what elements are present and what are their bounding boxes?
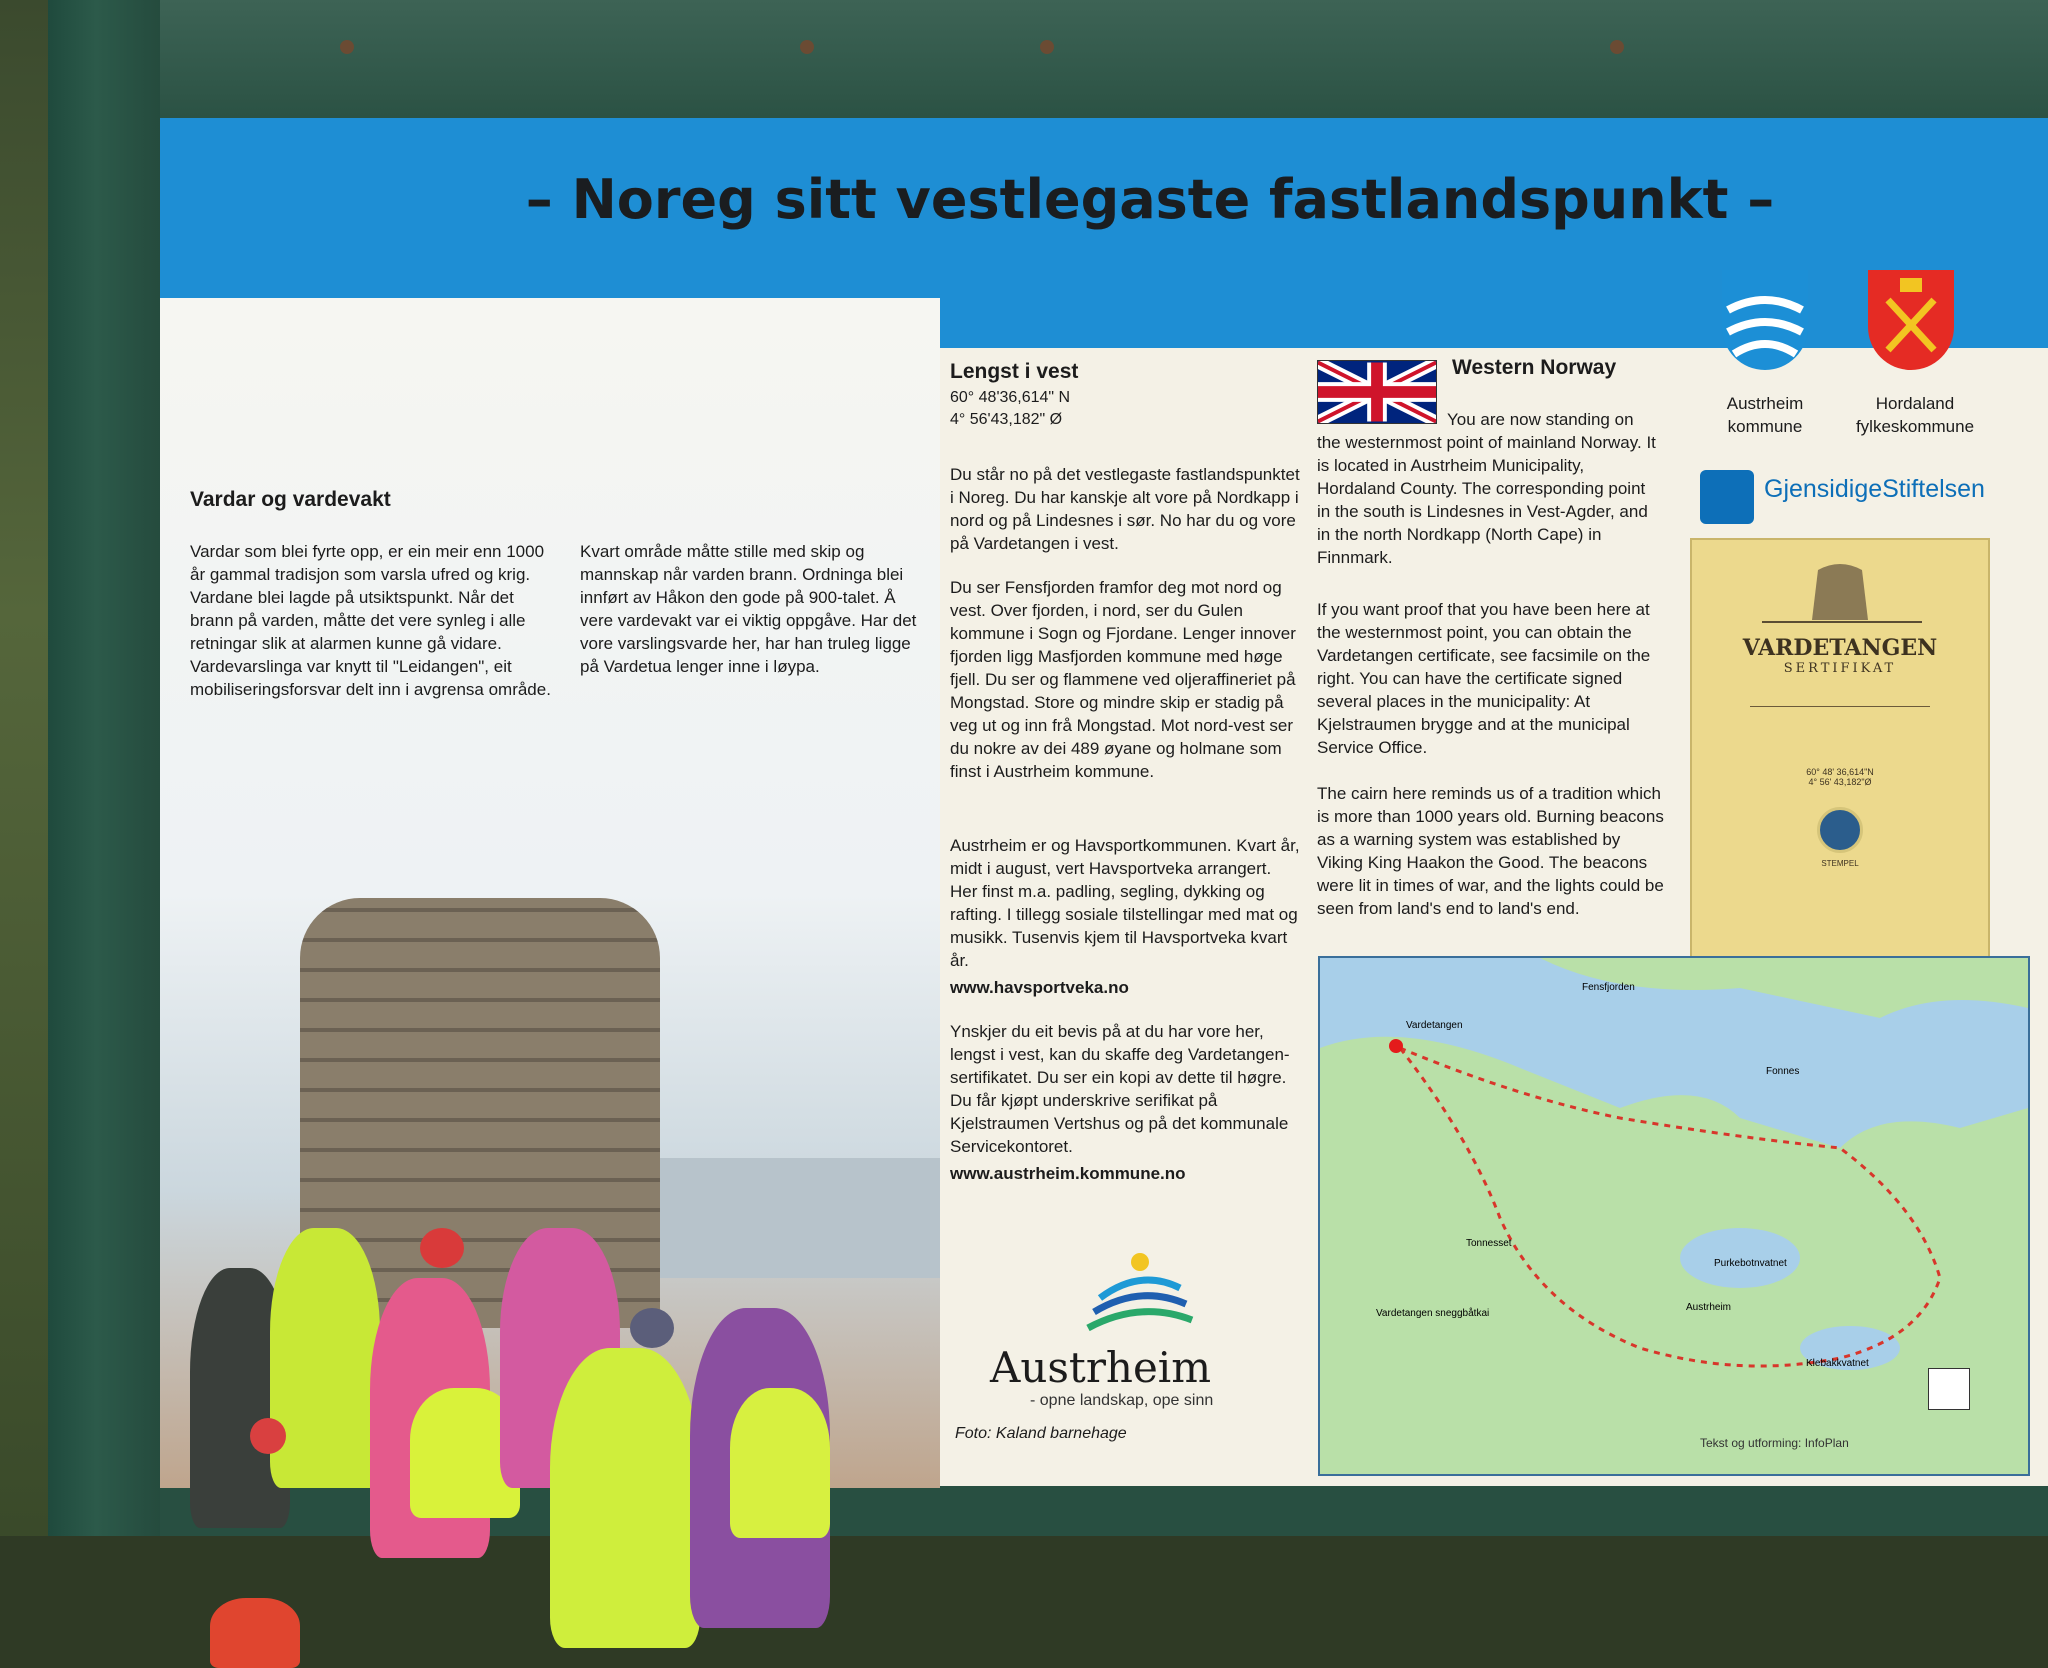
- map-label: Austrheim: [1686, 1302, 1732, 1313]
- paragraph: Du ser Fensfjorden framfor deg mot nord og vest. Over fjorden, i nord, ser du Gulen kommune i Sogn og Fjordane. Lenger innover fjorden ligg Masfjorden kommune med høge fjell. Du ser og flammene ved oljeraffineriet på Mongstad. Store og mindre skip er stadig på veg ut og inn frå Mongstad. Mot nord-vest ser du nokre av dei 489 øyane og holmane som finst i Austrheim kommune.: [950, 578, 1296, 781]
- paragraph: Du står no på det vestlegaste fastlandspunktet i Noreg. Du har kanskje alt vore på Nordkapp i nord og på Lindesnes i sør. No har du og vore på Vardetangen i vest.: [950, 465, 1300, 553]
- map-label: Tonnesset: [1466, 1238, 1512, 1249]
- information-sign: [160, 118, 2048, 1486]
- certificate-facsimile: [1690, 538, 1990, 970]
- screw: [1610, 40, 1624, 54]
- screw: [340, 40, 354, 54]
- paragraph: The cairn here reminds us of a tradition which is more than 1000 years old. Burning beacons as a warning system was established by Viking King Haakon the Good. The beacons were lit in times of war, and the lights could be seen from land's end to land's end.: [1317, 784, 1664, 918]
- certificate-subtitle: SERTIFIKAT: [1783, 661, 1897, 676]
- certificate-title: VARDETANGEN: [1742, 635, 1938, 661]
- paragraph: Ynskjer du eit bevis på at du har vore her, lengst i vest, kan du skaffe deg Vardetangen-sertifikatet. Du ser ein kopi av dette til høgre. Du får kjøpt underskrive serifikat på Kjelstraumen Vertshus og på det kommunale Servicekontoret.: [950, 1022, 1290, 1156]
- route-map: [1318, 956, 2030, 1476]
- certificate-stamp-label: STEMPEL: [1821, 859, 1859, 868]
- austrheim-link[interactable]: www.austrheim.kommune.no: [950, 1164, 1186, 1183]
- gjensidige-logo-icon: [1700, 470, 1754, 524]
- section-heading: Vardar og vardevakt: [190, 488, 391, 511]
- map-label: Fonnes: [1766, 1066, 1800, 1077]
- paragraph: Vardar som blei fyrte opp, er ein meir enn 1000 år gammal tradisjon som varsla ufred og krig. Vardane blei lagde på utsiktspunkt. Når det brann på varden, måtte det vere synleg i alle retningar slik at alarmen kunne gå vidare. Vardevarslinga var knytt til "Leidangen", eit mobiliseringsforsvar delt inn i avgrensa område.: [190, 542, 551, 699]
- map-label: Klebakkvatnet: [1806, 1358, 1869, 1369]
- section-heading: Lengst i vest: [950, 360, 1079, 383]
- map-graphic: [1320, 958, 2028, 1474]
- map-label: Purkebotnvatnet: [1714, 1258, 1787, 1269]
- map-label: Vardetangen: [1406, 1020, 1463, 1031]
- austrheim-crest-icon: [1722, 270, 1808, 370]
- crest-label: [1840, 392, 1990, 438]
- sponsor-name: GjensidigeStiftelsen: [1764, 475, 1985, 503]
- crest-label-line: kommune: [1727, 417, 1803, 436]
- coordinate-east: 4° 56'43,182" Ø: [950, 411, 1063, 428]
- wooden-frame-top: [160, 0, 2048, 118]
- hordaland-crest-icon: [1868, 270, 1954, 370]
- map-label: Fensfjorden: [1582, 982, 1635, 993]
- certificate-seal-icon: [1817, 807, 1863, 853]
- paragraph: You are now standing on the westernmost point of mainland Norway. It is located in Austrheim Municipality, Hordaland County. The corresponding point in the south is Lindesnes in Vest-Agder, and in the north Nordkapp (North Cape) in Finnmark.: [1317, 410, 1656, 567]
- crest-label: [1700, 392, 1830, 438]
- logo-wordmark: Austrheim: [990, 1343, 1212, 1392]
- photo-credit: Foto: Kaland barnehage: [955, 1425, 1127, 1442]
- map-label: Vardetangen sneggbåtkai: [1376, 1308, 1490, 1319]
- photo-panel: [160, 298, 940, 1488]
- certificate-coord-n: 60° 48' 36,614"N: [1806, 767, 1874, 777]
- cairn-drawing-icon: [1692, 540, 1988, 630]
- screw: [1040, 40, 1054, 54]
- paragraph: Kvart område måtte stille med skip og mannskap når varden brann. Ordninga blei innført av Håkon den gode på 900-talet. Å vere vardevakt var ei viktig oppgåve. Har det vore varslingsvarde her, har han truleg ligge på Vardetua lenger inne i løypa.: [580, 542, 917, 676]
- paragraph: If you want proof that you have been here at the westernmost point, you can obtain the Vardetangen certificate, see facsimile on the right. You can have the certificate signed several places in the municipality: At Kjelstraumen brygge and at the municipal Service Office.: [1317, 600, 1651, 757]
- compass-icon: [1928, 1368, 1970, 1410]
- certificate-coord-e: 4° 56' 43,182"Ø: [1808, 777, 1872, 787]
- wooden-frame-left: [48, 0, 168, 1536]
- austrheim-logo: [990, 1248, 1290, 1410]
- coordinate-north: 60° 48'36,614" N: [950, 389, 1071, 406]
- crest-label-line: Hordaland: [1875, 394, 1955, 413]
- design-credit: Tekst og utforming: InfoPlan: [1700, 1436, 1849, 1450]
- crest-label-line: Austrheim: [1726, 394, 1804, 413]
- sign-title: – Noreg sitt vestlegaste fastlandspunkt –: [525, 168, 1775, 231]
- screw: [800, 40, 814, 54]
- logo-slogan: - opne landskap, ope sinn: [1030, 1392, 1214, 1409]
- crest-label-line: fylkeskommune: [1855, 417, 1975, 436]
- wave-logo-icon: [1080, 1248, 1200, 1338]
- havsportveka-link[interactable]: www.havsportveka.no: [950, 978, 1129, 997]
- paragraph: Austrheim er og Havsportkommunen. Kvart år, midt i august, vert Havsportveka arrangert. Her finst m.a. padling, segling, dykking og rafting. I tillegg sosiale tilstellingar med mat og musikk. Tusenvis kjem til Havsportveka kvart år.: [950, 836, 1300, 970]
- children-group-image: [170, 1188, 890, 1648]
- section-heading: Western Norway: [1452, 356, 1617, 379]
